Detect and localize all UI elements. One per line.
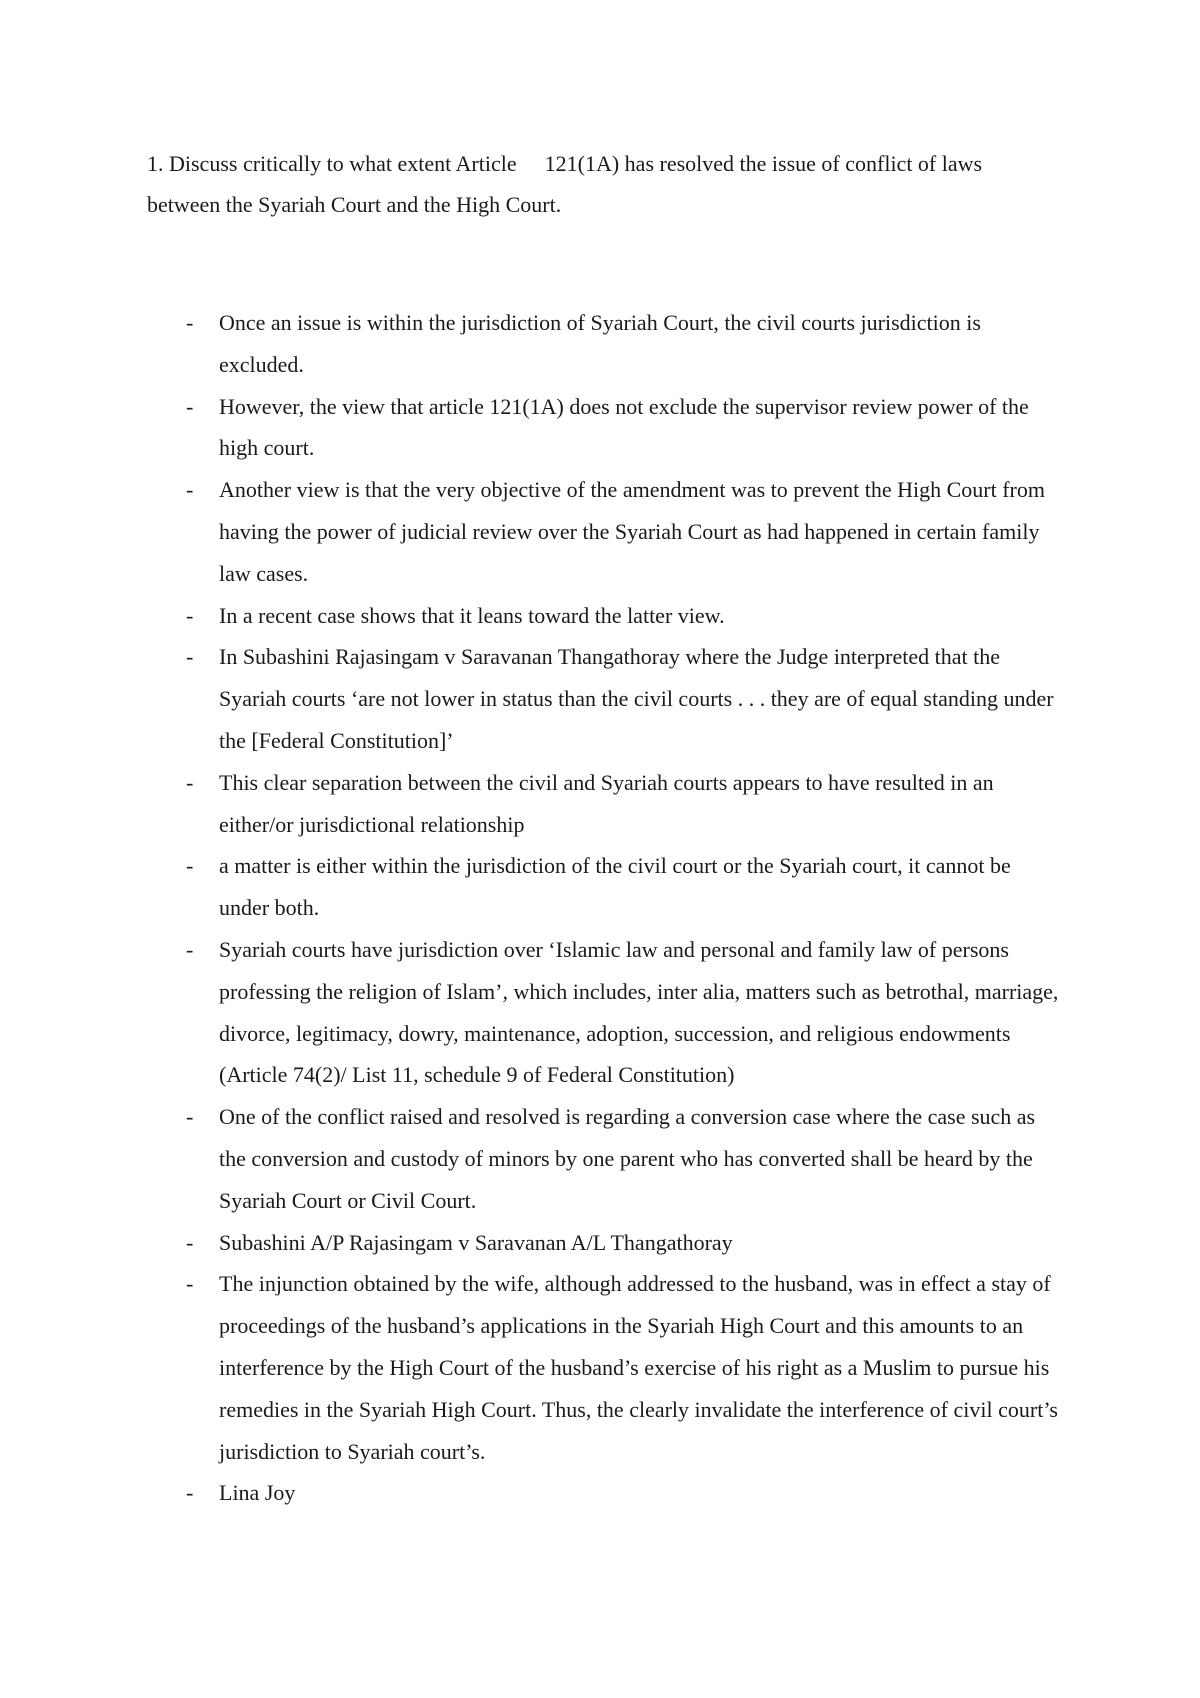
list-item-text: The injunction obtained by the wife, although addressed to the husband, was in effect a stay of proceedings of the husband’s applications in the Syariah High Court and this amounts to an interference by the High Court of the husband’s exercise of his right as a Muslim to pursue his remedies in the Syariah High Court. Thus, the clearly invalidate the interference of civil court’s jurisdiction to Syariah court’s.	[219, 1271, 1058, 1464]
list-item	[186, 1472, 1066, 1514]
list-item-text: One of the conflict raised and resolved is regarding a conversion case where the case such as the conversion and custody of minors by one parent who has converted shall be heard by the Syariah Court or Civil Court.	[219, 1104, 1036, 1213]
bullet-list	[186, 302, 1066, 1514]
list-item-text: Syariah courts have jurisdiction over ‘Islamic law and personal and family law of persons professing the religion of Islam’, which includes, inter alia, matters such as betrothal, marriage, divorce, legitimacy, dowry, maintenance, adoption, succession, and religious endowments (Article 74(2)/ List 11, schedule 9 of Federal Constitution)	[219, 936, 1059, 1088]
bullet-dash: -	[186, 644, 194, 670]
list-item-text: Once an issue is within the jurisdiction of Syariah Court, the civil courts jurisdiction is excluded.	[219, 310, 981, 377]
bullet-dash: -	[186, 477, 194, 503]
bullet-dash: -	[186, 936, 194, 962]
list-item	[186, 929, 1066, 1096]
bullet-dash: -	[186, 853, 194, 879]
question-prefix: 1. Discuss critically to what extent Article	[147, 151, 517, 176]
bullet-dash: -	[186, 310, 194, 335]
question-heading	[147, 143, 1057, 225]
list-item	[186, 595, 1066, 637]
list-item-text: In Subashini Rajasingam v Saravanan Thangathoray where the Judge interpreted that the Syariah courts ‘are not lower in status than the civil courts . . . they are of equal standing under the [Federal Constitution]’	[219, 644, 1054, 753]
list-item	[186, 1263, 1066, 1472]
list-item-text: This clear separation between the civil and Syariah courts appears to have resulted in an either/or jurisdictional relationship	[219, 769, 994, 837]
list-item-text: In a recent case shows that it leans toward the latter view.	[219, 602, 725, 628]
list-item-text: However, the view that article 121(1A) does not exclude the supervisor review power of the high court.	[219, 393, 1029, 461]
bullet-dash: -	[186, 602, 194, 628]
list-item	[186, 762, 1066, 846]
list-item-text: a matter is either within the jurisdiction of the civil court or the Syariah court, it cannot be under both.	[219, 853, 1011, 921]
list-item-text: Lina Joy	[219, 1480, 296, 1506]
list-item	[186, 845, 1066, 929]
list-item	[186, 302, 1066, 386]
bullet-dash: -	[186, 769, 194, 795]
list-item-text: Another view is that the very objective of the amendment was to prevent the High Court from having the power of judicial review over the Syariah Court as had happened in certain family law cases.	[219, 477, 1045, 586]
list-item	[186, 636, 1066, 761]
bullet-dash: -	[186, 1104, 194, 1130]
list-item-text: Subashini A/P Rajasingam v Saravanan A/L Thangathoray	[219, 1229, 733, 1255]
bullet-dash: -	[186, 1271, 194, 1297]
list-item	[186, 1222, 1066, 1264]
bullet-dash: -	[186, 393, 194, 419]
list-item	[186, 386, 1066, 470]
list-item	[186, 1096, 1066, 1221]
bullet-dash: -	[186, 1480, 194, 1506]
list-item	[186, 469, 1066, 594]
question-suffix: 121(1A) has resolved the issue of conflict of laws between the Syariah Court and the High Court.	[147, 151, 983, 217]
bullet-dash: -	[186, 1229, 194, 1255]
